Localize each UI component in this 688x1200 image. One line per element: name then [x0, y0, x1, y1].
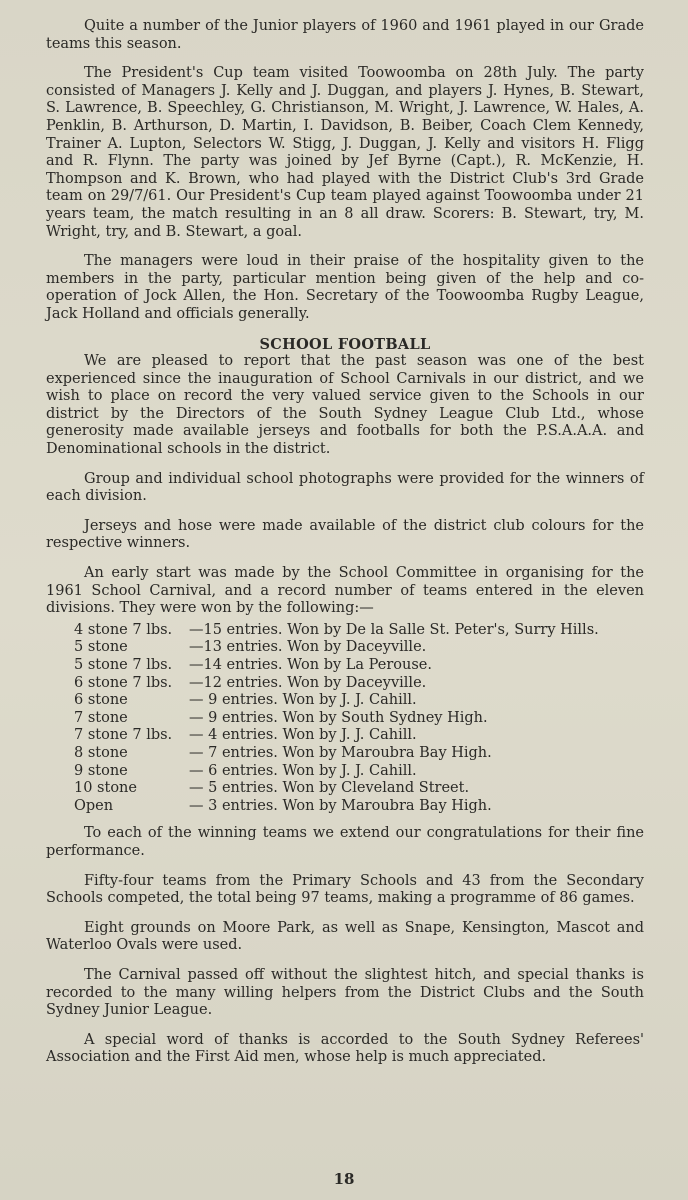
- division-name: 10 stone: [74, 780, 137, 797]
- paragraph-referees-thanks: A special word of thanks is accorded to the South Sydney Referees' Association and the First Aid men, whose help is much appreciated.: [46, 1031, 644, 1066]
- division-detail: — 9 entries. Won by South Sydney High.: [189, 709, 488, 726]
- division-detail: —13 entries. Won by Daceyville.: [189, 639, 427, 656]
- division-name: Open: [74, 797, 114, 814]
- division-name: 7 stone: [74, 709, 128, 726]
- division-detail: — 9 entries. Won by J. J. Cahill.: [189, 692, 417, 709]
- paragraph-jerseys: Jerseys and hose were made available of the district club colours for the respective winners.: [46, 517, 644, 552]
- result-row: [74, 692, 644, 710]
- result-row: [74, 639, 644, 657]
- paragraph-grounds: Eight grounds on Moore Park, as well as Snape, Kensington, Mascot and Waterloo Ovals were used.: [46, 919, 644, 954]
- paragraph-early-start: An early start was made by the School Committee in organising for the 1961 School Carnival, and a record number of teams entered in the eleven divisions. They were won by the following:—: [46, 565, 644, 617]
- paragraph-presidents-cup: The President's Cup team visited Toowoomba on 28th July. The party consisted of Managers J. Kelly and J. Duggan, and players J. Hynes, B. Stewart, S. Lawrence, B. Speechley, G. Christianson, M. Wright, J. Lawrence, W. Hales, A. Penklin, B. Arthurson, D. Martin, I. Davidson, B. Beiber, Coach Clem Kennedy, Trainer A. Lupton, Selectors W. Stigg, J. Duggan, J. Kelly and visitors H. Fligg and R. Flynn. The party was joined by Jef Byrne (Capt.), R. McKenzie, H. Thompson and K. Brown, who had played with the District Club's 3rd Grade team on 29/7/61. Our President's Cup team played against Toowoomba under 21 years team, the match resulting in an 8 all draw. Scorers: B. Stewart, try, M. Wright, try, and B. Stewart, a goal.: [46, 65, 644, 240]
- division-name: 6 stone: [74, 692, 128, 709]
- division-name: 5 stone 7 lbs.: [74, 657, 173, 673]
- paragraph-past-season: We are pleased to report that the past season was one of the best experienced since the inauguration of School Carnivals in our district, and we wish to place on record the very valued service given to the Schools in our district by the Directors of the South Sydney League Club Ltd., whose generosity made available jerseys and footballs for both the P.S.A.A.A. and Denominational schools in the district.: [46, 353, 644, 458]
- division-name: 6 stone 7 lbs.: [74, 674, 173, 691]
- division-detail: — 3 entries. Won by Maroubra Bay High.: [189, 797, 492, 814]
- result-row: [74, 798, 644, 816]
- division-detail: — 5 entries. Won by Cleveland Street.: [189, 780, 470, 797]
- result-row: [74, 657, 644, 675]
- division-name: 7 stone 7 lbs.: [74, 727, 173, 744]
- division-detail: —14 entries. Won by La Perouse.: [189, 657, 432, 673]
- division-results-list: [74, 622, 644, 816]
- paragraph-team-count: Fifty-four teams from the Primary Schools and 43 from the Secondary Schools competed, the total being 97 teams, making a programme of 86 games.: [46, 872, 644, 907]
- paragraph-managers-praise: The managers were loud in their praise of the hospitality given to the members in the party, particular mention being given of the help and co-operation of Jock Allen, the Hon. Secretary of the Toowoomba Rugby League, Jack Holland and officials generally.: [46, 253, 644, 322]
- result-row: [74, 763, 644, 781]
- division-detail: — 7 entries. Won by Maroubra Bay High.: [189, 744, 492, 761]
- paragraph-congratulations: To each of the winning teams we extend our congratulations for their fine performance.: [46, 825, 644, 859]
- division-name: 5 stone: [74, 639, 128, 656]
- result-row: [74, 710, 644, 728]
- division-name: 9 stone: [74, 762, 128, 779]
- paragraph-carnival-thanks: The Carnival passed off without the slightest hitch, and special thanks is recorded to the many willing helpers from the District Clubs and the South Sydney Junior League.: [46, 966, 644, 1019]
- division-detail: —15 entries. Won by De la Salle St. Peter's, Surry Hills.: [189, 621, 599, 638]
- page-body: [46, 18, 644, 1079]
- result-row: [74, 745, 644, 763]
- result-row: [74, 727, 644, 745]
- division-detail: — 6 entries. Won by J. J. Cahill.: [189, 762, 417, 779]
- result-row: [74, 622, 644, 640]
- division-detail: — 4 entries. Won by J. J. Cahill.: [189, 727, 417, 744]
- paragraph-junior-players: Quite a number of the Junior players of 1960 and 1961 played in our Grade teams this season.: [46, 18, 644, 52]
- result-row: [74, 675, 644, 693]
- division-name: 8 stone: [74, 744, 128, 761]
- section-heading-school-football: SCHOOL FOOTBALL: [259, 335, 431, 353]
- result-row: [74, 780, 644, 798]
- paragraph-photographs: Group and individual school photographs were provided for the winners of each division.: [46, 470, 644, 505]
- division-detail: —12 entries. Won by Daceyville.: [189, 674, 427, 691]
- division-name: 4 stone 7 lbs.: [74, 621, 173, 638]
- page-number: 18: [333, 1170, 355, 1188]
